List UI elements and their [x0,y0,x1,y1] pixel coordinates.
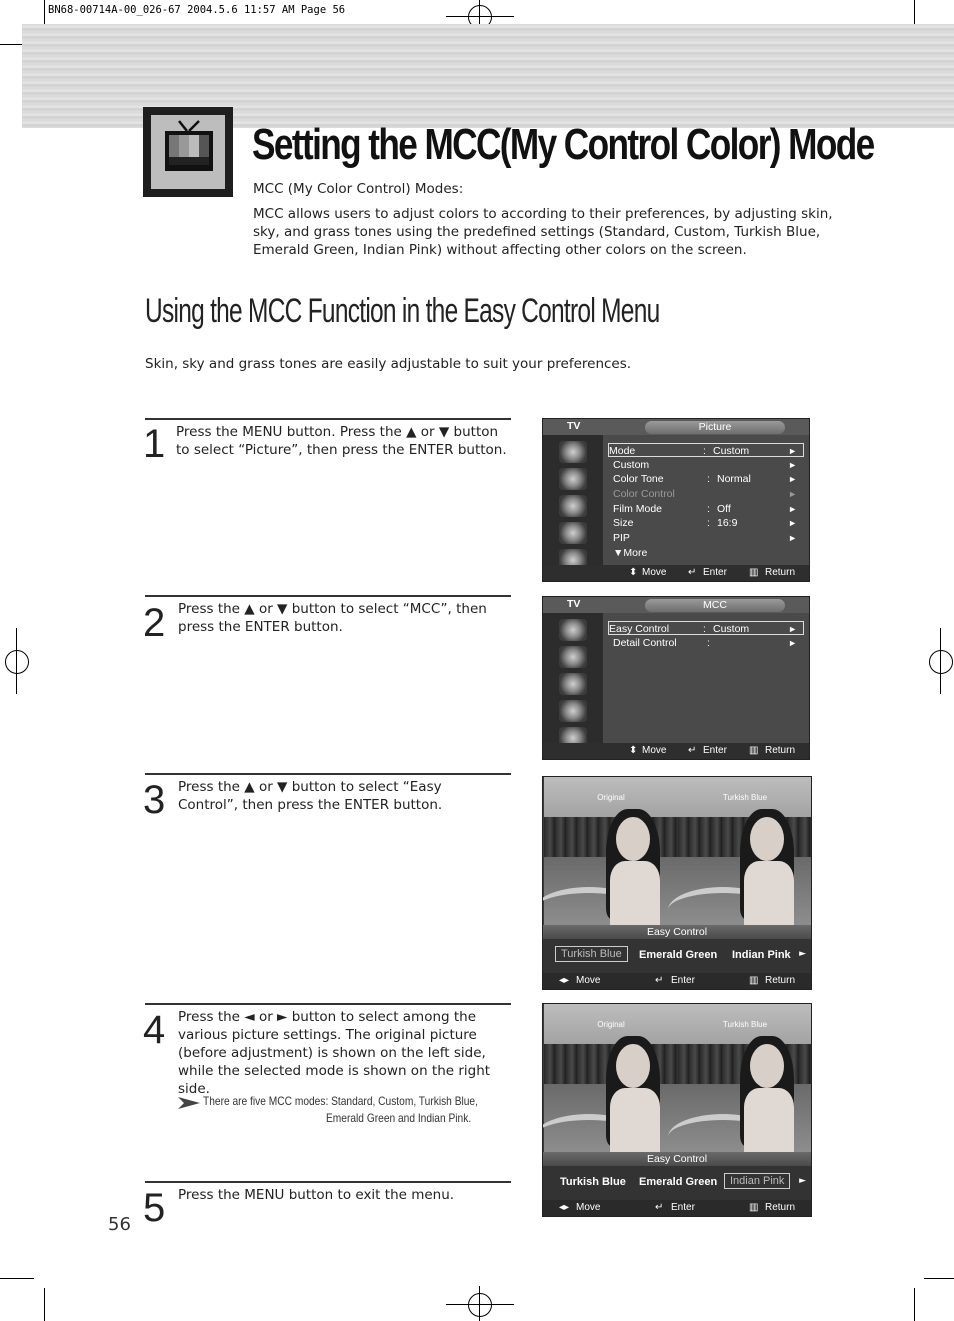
footer-return: Return [765,1202,796,1213]
mode-options [543,939,811,973]
step-divider [145,1181,511,1183]
sound-icon[interactable] [559,495,587,517]
osd-picture-menu [542,418,810,582]
footer-move: Move [642,567,667,578]
step-number: 2 [143,601,166,645]
menu-row-easy-control[interactable]: Easy Control : Custom ► [608,621,804,635]
footer-enter: Enter [671,975,695,986]
updown-arrows-icon: ⬍ [629,745,638,756]
enter-icon: ↵ [688,745,697,756]
crop-mark [940,628,941,694]
easy-control-bar: Easy Control [543,925,811,939]
original-photo [544,777,678,925]
section-title: Using the MCC Function in the Easy Control Menu [145,292,660,330]
page-title: Setting the MCC(My Control Color) Mode [252,120,874,169]
leftright-arrows-icon: ◂▸ [559,1202,570,1213]
osd-footer [543,973,811,989]
step-text: Press the ◄ or ► button to select among the various picture settings. The original picture (before adjustment) is shown on the left side, while the selected mode is shown on the right side. [178,1009,491,1097]
step-text: Press the MENU button to exit the menu. [178,1187,455,1203]
tv-chapter-icon [143,107,233,197]
menu-row-color-control[interactable]: Color Control ► [613,488,797,500]
note-line-2: Emerald Green and Indian Pink. [326,1111,472,1125]
menu-row-custom[interactable]: Custom ► [613,459,797,471]
footer-move: Move [576,975,601,986]
option-turkish-blue[interactable]: Turkish Blue [560,1176,626,1188]
step-number: 1 [143,422,166,466]
menu-row-pip[interactable]: PIP ► [613,532,797,544]
page-number: 56 [108,1214,131,1235]
note-line-1: There are five MCC modes: Standard, Custom, Turkish Blue, [203,1094,478,1108]
step-divider [145,773,511,775]
registration-mark [468,1293,492,1317]
picture-icon[interactable] [559,468,587,490]
option-indian-pink[interactable]: Indian Pink [732,949,791,961]
osd-footer [543,1200,811,1216]
leftright-arrows-icon: ◂▸ [559,975,570,986]
step-text: Press the MENU button. Press the ▲ or ▼ button to select “Picture”, then press the ENTER button. [176,424,507,458]
crop-mark [924,1278,954,1279]
crop-mark [446,16,514,17]
enter-icon: ↵ [655,975,664,986]
registration-mark [929,650,953,674]
osd-tv-label: TV [567,598,581,610]
option-turkish-blue[interactable]: Turkish Blue [555,946,628,962]
menu-icon: ▥ [749,975,759,986]
footer-move: Move [576,1202,601,1213]
setup-icon[interactable] [559,700,587,722]
photo-tag-original: Original [597,1020,625,1029]
footer-move: Move [642,745,667,756]
menu-row-detail-control[interactable]: Detail Control : ► [613,637,797,649]
step-text: Press the ▲ or ▼ button to select “MCC”, then press the ENTER button. [178,601,487,635]
crop-mark [44,1288,45,1321]
satellite-icon[interactable] [559,619,587,641]
option-emerald-green[interactable]: Emerald Green [639,949,718,961]
setup-icon[interactable] [559,522,587,544]
right-arrow-icon[interactable]: ► [799,1176,806,1186]
osd-mcc-menu [542,596,810,760]
menu-row-more[interactable]: ▼More [613,547,648,559]
picture-icon[interactable] [559,646,587,668]
step-text: Press the ▲ or ▼ button to select “Easy Control”, then press the ENTER button. [178,779,443,813]
updown-arrows-icon: ⬍ [629,567,638,578]
crop-mark [0,1278,34,1279]
crop-mark [914,1288,915,1321]
crop-mark [479,1286,480,1321]
menu-icon: ▥ [749,567,759,578]
footer-enter: Enter [671,1202,695,1213]
mode-options [543,1166,811,1200]
menu-row-color-tone[interactable]: Color Tone : Normal ► [613,473,797,485]
menu-row-size[interactable]: Size : 16:9 ► [613,517,797,529]
original-photo [544,1004,678,1152]
print-slug: BN68-00714A-00_026-67 2004.5.6 11:57 AM Page 56 [48,4,346,16]
preview-photo [678,1004,812,1152]
footer-return: Return [765,745,796,756]
option-emerald-green[interactable]: Emerald Green [639,1176,718,1188]
photo-tag-original: Original [597,793,625,802]
intro-paragraph: MCC allows users to adjust colors to according to their preferences, by adjusting skin, sky, and grass tones using the predefined settings (Standard, Custom, Turkish Blue, Emerald Green, Indian Pink) without affecting other colors on the screen. [253,206,833,258]
note-arrow-icon [178,1094,200,1113]
photo-tag-mode: Turkish Blue [722,793,768,802]
footer-return: Return [765,567,796,578]
footer-return: Return [765,975,796,986]
menu-row-film-mode[interactable]: Film Mode : Off ► [613,503,797,515]
enter-icon: ↵ [688,567,697,578]
easy-control-screen-2 [542,1003,812,1217]
step-divider [145,418,511,420]
sound-icon[interactable] [559,673,587,695]
footer-enter: Enter [703,567,727,578]
step-divider [145,595,511,597]
registration-mark [5,650,29,674]
easy-control-bar: Easy Control [543,1152,811,1166]
menu-icon: ▥ [749,745,759,756]
right-arrow-icon[interactable]: ► [799,949,806,959]
osd-footer [543,565,809,581]
option-indian-pink[interactable]: Indian Pink [724,1173,790,1189]
crop-mark [16,628,17,694]
osd-footer [543,743,809,759]
step-number: 4 [143,1008,166,1052]
enter-icon: ↵ [655,1202,664,1213]
step-number: 5 [143,1186,166,1230]
step-number: 3 [143,778,166,822]
osd-sidebar [543,435,603,565]
photo-tag-mode: Turkish Blue [722,1020,768,1029]
osd-tv-label: TV [567,420,581,432]
footer-enter: Enter [703,745,727,756]
satellite-icon[interactable] [559,441,587,463]
step-divider [145,1003,511,1005]
preview-photo [678,777,812,925]
crop-mark [446,1304,514,1305]
section-lead: Skin, sky and grass tones are easily adjustable to suit your preferences. [145,356,632,372]
menu-icon: ▥ [749,1202,759,1213]
intro-heading: MCC (My Color Control) Modes: [253,181,464,197]
osd-tab-picture[interactable]: Picture [645,421,785,434]
menu-row-mode[interactable]: Mode : Custom ► [608,443,804,457]
easy-control-screen-1 [542,776,812,990]
osd-tab-mcc[interactable]: MCC [645,599,785,612]
osd-sidebar [543,613,603,743]
